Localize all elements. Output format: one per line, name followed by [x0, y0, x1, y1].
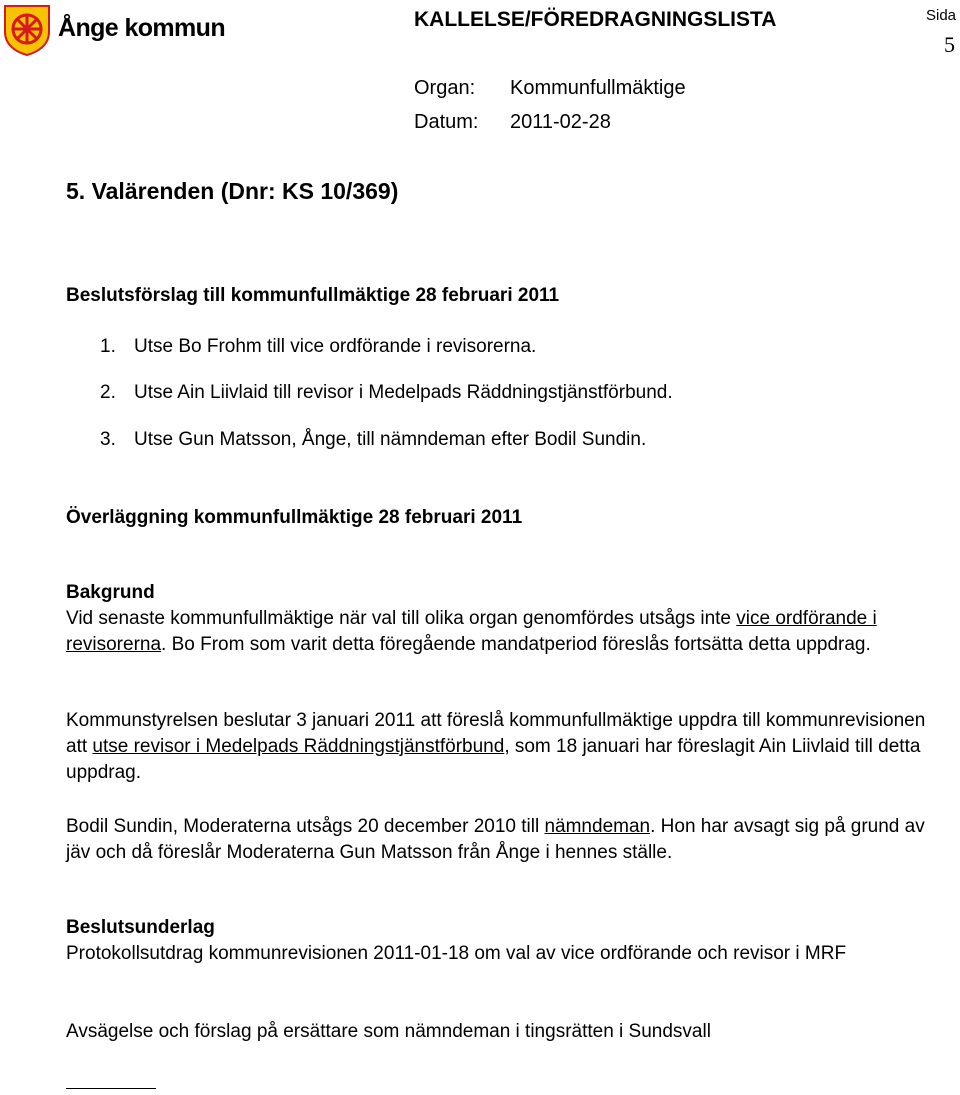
page-number: 5 [944, 32, 955, 57]
date-label: Datum: [414, 111, 479, 133]
proposal-item [100, 334, 536, 360]
proposal-item [100, 427, 646, 453]
background-paragraph-2: Kommunstyrelsen beslutar 3 januari 2011 att föreslå kommunfullmäktige uppdra till kommunrevisionen att utse revisor i Medelpads Räddningstjänstförbund, som 18 januari har föreslagit Ain Liivlaid till detta uppdrag. [66, 710, 926, 783]
reference-link[interactable]: vice ordförande i revisorerna [66, 608, 877, 655]
proposal-item-number: 1. [100, 336, 116, 357]
municipality-name: Ånge kommun [58, 14, 226, 42]
proposal-item-number: 2. [100, 382, 116, 403]
reference-link[interactable]: nämndeman [544, 816, 651, 837]
proposal-item-text: Utse Bo Frohm till vice ordförande i revisorerna. [134, 336, 537, 357]
basis-heading: Beslutsunderlag [66, 917, 215, 938]
deliberation-heading: Överläggning kommunfullmäktige 28 februari 2011 [66, 507, 523, 528]
proposal-item-text: Utse Ain Liivlaid till revisor i Medelpads Räddningstjänstförbund. [134, 382, 673, 403]
document-title: KALLELSE/FÖREDRAGNINGSLISTA [414, 8, 777, 31]
background-heading: Bakgrund [66, 582, 155, 603]
proposal-item [100, 380, 673, 406]
municipality-logo-icon [4, 4, 50, 56]
organ-value: Kommunfullmäktige [510, 77, 686, 99]
reference-link[interactable]: utse revisor i Medelpads Räddningstjänstförbund [92, 736, 505, 757]
background-paragraph-1: Vid senaste kommunfullmäktige när val till olika organ genomfördes utsågs inte vice ordförande i revisorerna. Bo From som varit detta föregående mandatperiod föreslås fortsätta detta uppdrag. [66, 608, 877, 655]
basis-item: Protokollsutdrag kommunrevisionen 2011-01-18 om val av vice ordförande och revisor i MRF [66, 943, 847, 964]
proposal-item-text: Utse Gun Matsson, Ånge, till nämndeman efter Bodil Sundin. [134, 429, 647, 450]
page-label: Sida [926, 7, 957, 24]
proposal-item-number: 3. [100, 429, 116, 450]
date-value: 2011-02-28 [510, 111, 611, 133]
basis-item: Avsägelse och förslag på ersättare som nämndeman i tingsrätten i Sundsvall [66, 1021, 711, 1042]
section-heading: 5. Valärenden (Dnr: KS 10/369) [66, 178, 399, 204]
closing-rule [66, 1088, 156, 1089]
proposal-heading: Beslutsförslag till kommunfullmäktige 28 februari 2011 [66, 285, 560, 306]
background-paragraph-3: Bodil Sundin, Moderaterna utsågs 20 december 2010 till nämndeman. Hon har avsagt sig på grund av jäv och då föreslår Moderaterna Gun Matsson från Ånge i hennes ställe. [66, 816, 925, 863]
organ-label: Organ: [414, 77, 476, 99]
